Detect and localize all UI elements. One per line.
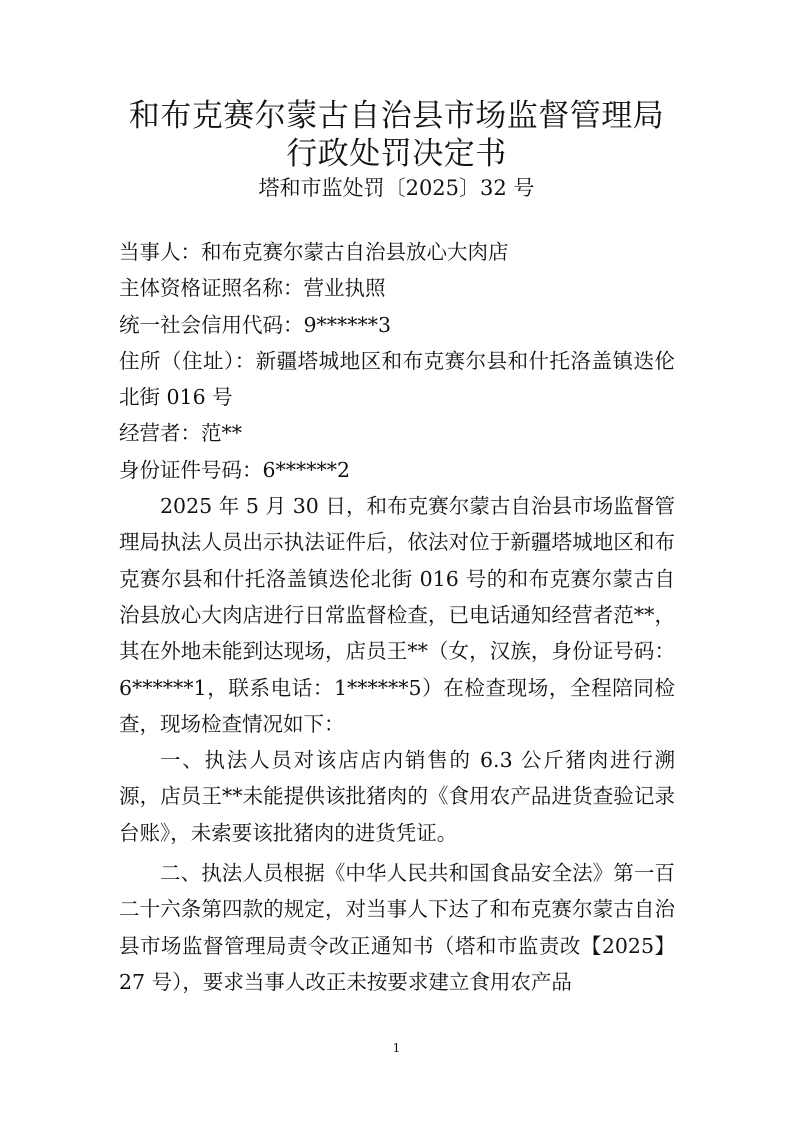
document-body (119, 234, 675, 1000)
party-id-number: 身份证件号码：6******2 (119, 457, 351, 482)
inspection-paragraph: 2025 年 5 月 30 日，和布克赛尔蒙古自治县市场监督管理局执法人员出示执法证件后，依法对位于新疆塔城地区和布克赛尔县和什托洛盖镇迭伦北街 016 号的和布克赛尔蒙古自治县放心大肉店进行日常监督检查，已电话通知经营者范**，其在外地未能到达现场，店员王**（女，汉族，身份证号码：6******1，联系电话：1******5）在检查现场，全程陪同检查，现场检查情况如下： (119, 494, 675, 736)
page-number: 1 (392, 1041, 401, 1055)
party-credit-code: 统一社会信用代码：9******3 (119, 312, 392, 337)
party-name: 当事人：和布克赛尔蒙古自治县放心大肉店 (119, 240, 509, 264)
party-operator: 经营者：范** (119, 421, 242, 446)
party-address: 住所（住址）：新疆塔城地区和布克赛尔县和什托洛盖镇迭伦北街 016 号 (119, 348, 675, 410)
document-title-line1: 和布克赛尔蒙古自治县市场监督管理局 (128, 98, 665, 134)
finding-paragraph-2: 二、执法人员根据《中华人民共和国食品安全法》第一百二十六条第四款的规定，对当事人下达了和布克赛尔蒙古自治县市场监督管理局责令改正通知书（塔和市监责改【2025】27 号），要求当事人改正未按要求建立食用农产品 (119, 861, 675, 994)
party-license-type: 主体资格证照名称：营业执照 (119, 276, 386, 301)
finding-paragraph-1: 一、执法人员对该店店内销售的 6.3 公斤猪肉进行溯源，店员王**未能提供该批猪肉的《食用农产品进货查验记录台账》，未索要该批猪肉的进货凭证。 (119, 748, 675, 845)
document-number: 塔和市监处罚〔2025〕32 号 (258, 176, 535, 200)
document-title-line2: 行政处罚决定书 (286, 136, 507, 172)
